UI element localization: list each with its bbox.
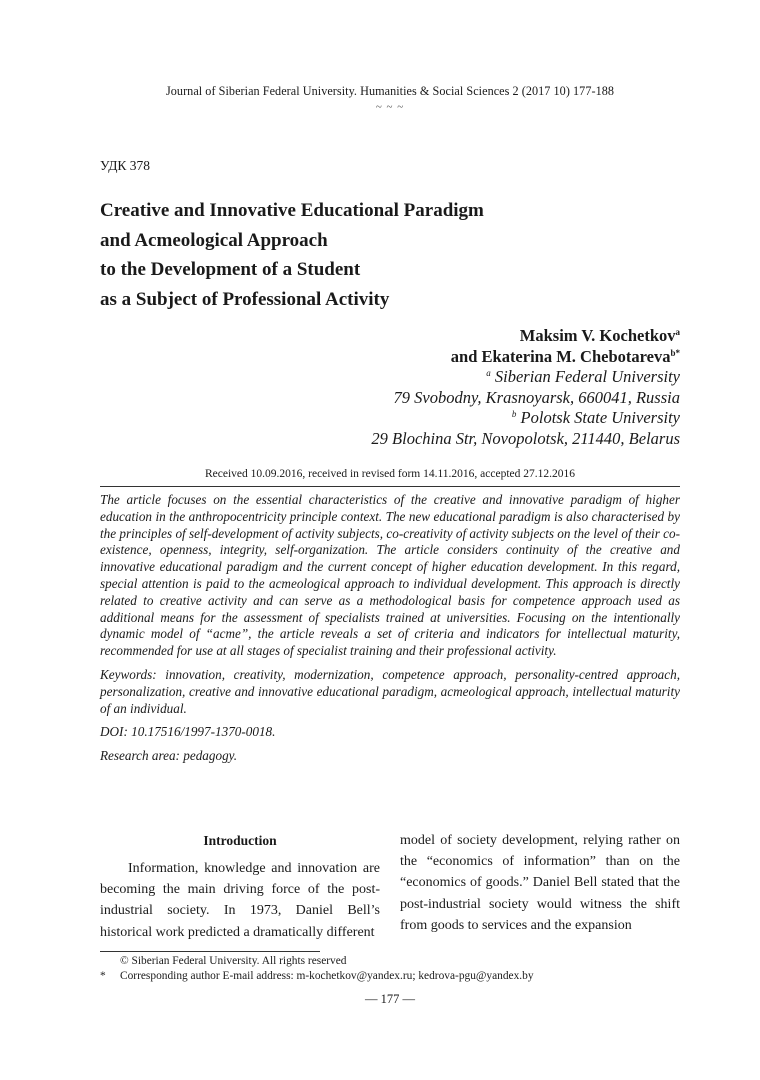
affiliation-name: Siberian Federal University <box>490 367 680 386</box>
affiliation-marker: a <box>675 327 680 337</box>
affiliation-marker: b <box>511 409 517 419</box>
affiliation-line <box>371 408 680 429</box>
keywords: Keywords: innovation, creativity, modernization, competence approach, personality-centred approach, personalization, creative and innovative educational paradigm, acmeological approach, intellectual maturity of an individual. <box>100 666 680 716</box>
affiliation-line <box>371 367 680 388</box>
title-line: and Acmeological Approach <box>100 229 328 251</box>
affiliation-marker: b* <box>670 347 680 358</box>
body-column-right <box>400 830 680 936</box>
title-line: to the Development of a Student <box>100 259 361 280</box>
affiliation-marker: a <box>486 368 491 378</box>
footnote-corresponding <box>100 969 680 984</box>
author-line <box>371 326 680 347</box>
udk-code: УДК 378 <box>100 158 151 173</box>
affiliation-address: 79 Svobodny, Krasnoyarsk, 660041, Russia <box>393 387 680 407</box>
author-name: Maksim V. Kochetkov <box>519 326 676 345</box>
received-dates: Received 10.09.2016, received in revised form 14.11.2016, accepted 27.12.2016 <box>204 468 576 480</box>
authors-block <box>371 326 680 449</box>
body-column-left <box>100 830 380 943</box>
footnote-copyright <box>100 954 680 969</box>
header-separator: ~ ~ ~ <box>375 101 405 113</box>
author-line <box>371 347 680 368</box>
journal-header: Journal of Siberian Federal University. Humanities & Social Sciences 2 (2017 10) 177-188 <box>165 84 615 98</box>
page-number: — 177 — <box>365 992 415 1006</box>
corresponding-email: Corresponding author E-mail address: m-kochetkov@yandex.ru; kedrova-pgu@yandex.by <box>120 970 534 982</box>
abstract-text: The article focuses on the essential characteristics of the creative and innovative paradigm of higher education in the anthropocentricity principle context. The new educational paradigm is also characterised by the principles of self-development of activity subjects, co-creativity of activity subjects on the level of their co-existence, openness, integrity, self-organization. The article considers continuity of the creative and innovative educational paradigm and the current concept of higher education development. In this regard, special attention is paid to the acmeological approach to individual development. This approach is directly related to creative activity and can serve as a methodological basis for competence approach used as additional means for the assessment of specialists trained at universities. Focusing on the intentionally dynamic model of “acme”, the article reveals a set of criteria and indicators for intellectual maturity, recommended for use at all stages of specialist training and their professional activity. <box>100 492 680 659</box>
abstract <box>100 492 680 772</box>
affiliation-name: Polotsk State University <box>516 408 680 427</box>
research-area: Research area: pedagogy. <box>100 748 238 764</box>
body-paragraph: model of society development, relying rather on the “economics of information” than on the “economics of goods.” Daniel Bell stated that the post-industrial society would witness the shift from goods to services and the expansion <box>400 833 680 933</box>
doi: DOI: 10.17516/1997-1370-0018. <box>100 724 276 740</box>
title-line: Creative and Innovative Educational Paradigm <box>100 200 484 221</box>
footnote-divider <box>100 951 320 952</box>
footnote-marker: * <box>100 970 106 982</box>
footnotes <box>100 954 680 984</box>
abstract-divider <box>100 486 680 487</box>
title-line: as a Subject of Professional Activity <box>100 288 390 310</box>
article-title <box>100 196 660 314</box>
body-paragraph: Information, knowledge and innovation are becoming the main driving force of the post-industrial society. In 1973, Daniel Bell’s historical work predicted a dramatically different <box>100 861 380 940</box>
author-name: and Ekaterina M. Chebotareva <box>450 346 671 366</box>
affiliation-address: 29 Blochina Str, Novopolotsk, 211440, Belarus <box>371 428 680 448</box>
section-heading-introduction: Introduction <box>203 833 277 848</box>
copyright-text: © Siberian Federal University. All rights reserved <box>120 955 347 967</box>
